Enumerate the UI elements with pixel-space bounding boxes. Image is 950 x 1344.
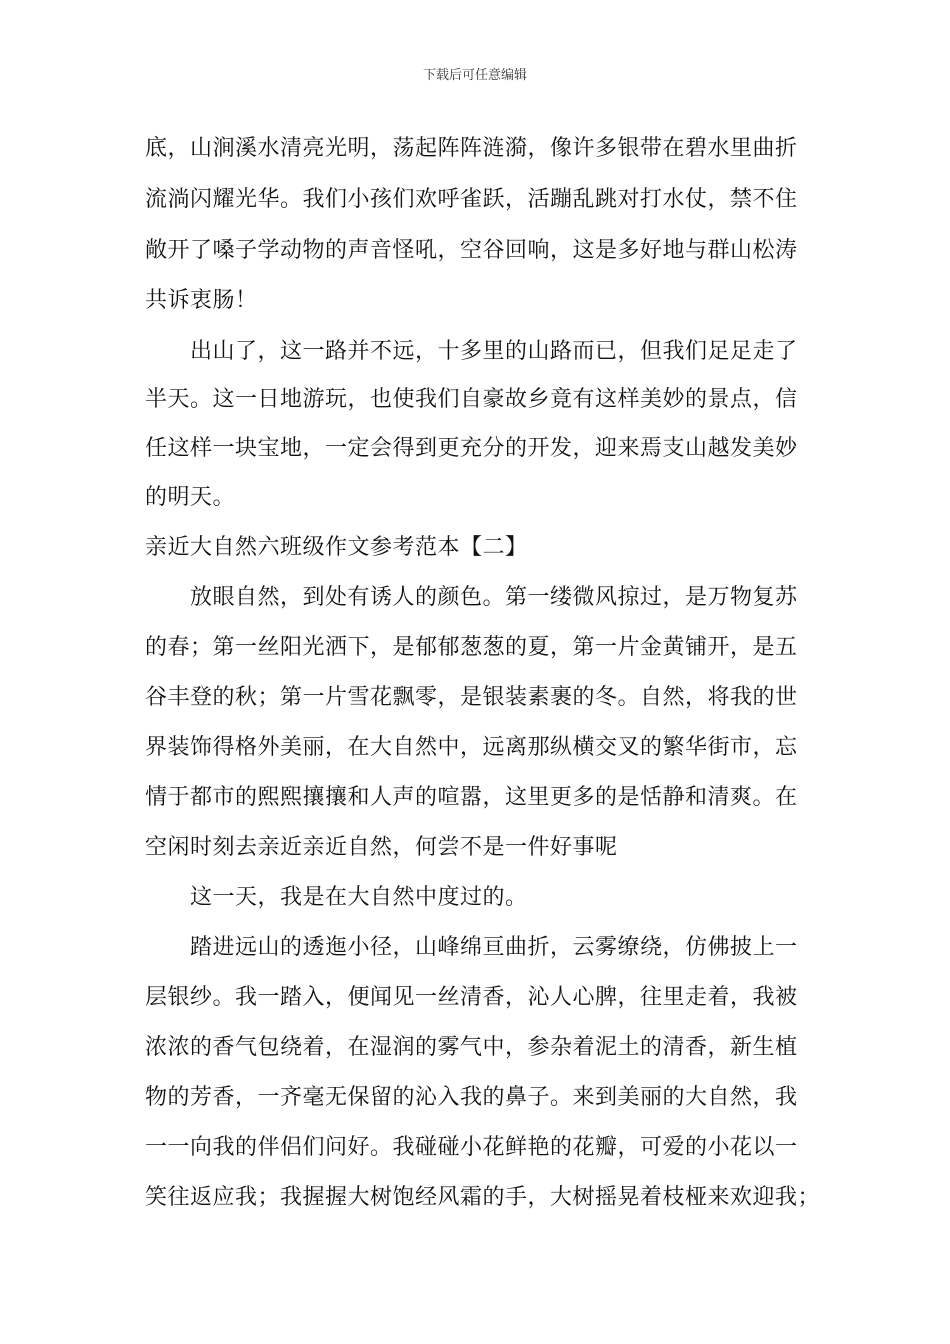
- text-line: 谷丰登的秋；第一片雪花飘零，是银装素裹的冬。自然，将我的世: [145, 685, 798, 710]
- text-line: 共诉衷肠！: [145, 288, 258, 313]
- text-line: 情于都市的熙熙攘攘和人声的喧嚣，这里更多的是恬静和清爽。在: [145, 785, 798, 810]
- text-line: 层银纱。我一踏入，便闻见一丝清香，沁人心脾，往里走着，我被: [145, 985, 798, 1010]
- page-header: 下载后可任意编辑: [422, 68, 527, 83]
- section-heading: 亲近大自然六班级作文参考范本【二】: [145, 535, 528, 560]
- text-line: 浓浓的香气包绕着，在湿润的雾气中，参杂着泥土的清香，新生植: [145, 1035, 798, 1060]
- paragraph-start-line: 踏进远山的透迤小径，山峰绵亘曲折，云雾缭绕，仿佛披上一: [190, 935, 798, 960]
- text-line: 空闲时刻去亲近亲近自然，何尝不是一件好事呢: [145, 835, 618, 860]
- text-line: 任这样一块宝地，一定会得到更充分的开发，迎来焉支山越发美妙: [145, 436, 798, 461]
- text-line: 半天。这一日地游玩，也使我们自豪故乡竟有这样美妙的景点，信: [145, 387, 798, 412]
- paragraph-start-line: 放眼自然，到处有诱人的颜色。第一缕微风掠过，是万物复苏: [190, 585, 798, 610]
- text-line: 敞开了嗓子学动物的声音怪吼，空谷回响，这是多好地与群山松涛: [145, 238, 798, 263]
- text-line: 一一向我的伴侣们问好。我碰碰小花鲜艳的花瓣，可爱的小花以一: [145, 1135, 798, 1160]
- text-line: 底，山涧溪水清亮光明，荡起阵阵涟漪，像许多银带在碧水里曲折: [145, 136, 798, 161]
- text-line: 流淌闪耀光华。我们小孩们欢呼雀跃，活蹦乱跳对打水仗，禁不住: [145, 187, 798, 212]
- text-line: 的春；第一丝阳光洒下，是郁郁葱葱的夏，第一片金黄铺开，是五: [145, 635, 798, 660]
- text-line: 笑往返应我；我握握大树饱经风霜的手，大树摇晃着枝桠来欢迎我；: [145, 1185, 821, 1210]
- paragraph-start-line: 出山了，这一路并不远，十多里的山路而已，但我们足足走了: [190, 339, 798, 364]
- paragraph-start-line: 这一天，我是在大自然中度过的。: [190, 885, 528, 910]
- text-line: 界装饰得格外美丽，在大自然中，远离那纵横交叉的繁华街市，忘: [145, 735, 798, 760]
- text-line: 的明天。: [145, 485, 236, 510]
- text-line: 物的芳香，一齐毫无保留的沁入我的鼻子。来到美丽的大自然，我: [145, 1085, 798, 1110]
